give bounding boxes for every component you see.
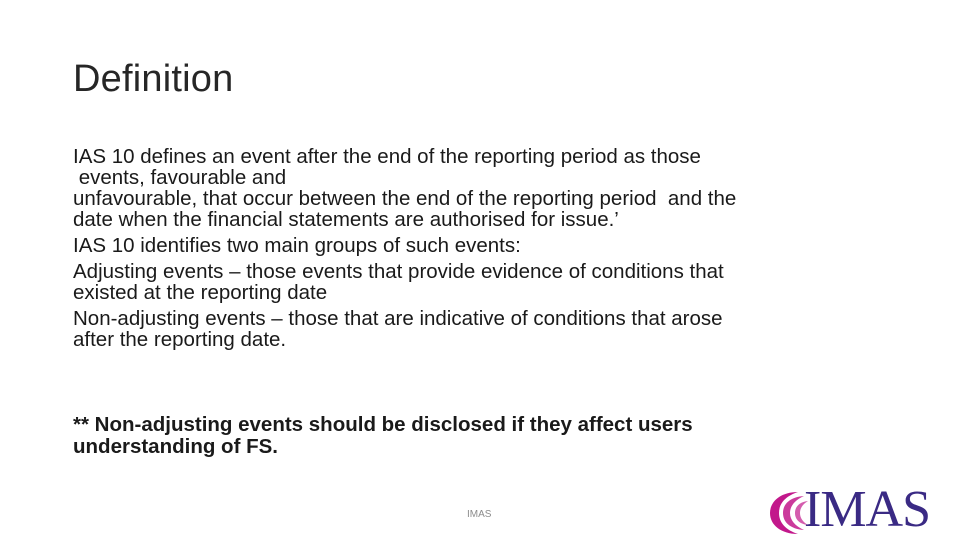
body-text (73, 146, 883, 350)
body-line: Non-adjusting events – those that are indicative of conditions that arose (73, 307, 723, 330)
body-line: Adjusting events – those events that provide evidence of conditions that (73, 260, 724, 283)
disclosure-note (73, 414, 833, 458)
paragraph-groups (73, 235, 883, 256)
imas-logo (768, 481, 956, 538)
note-line: ** Non-adjusting events should be disclosed if they affect users (73, 413, 693, 436)
body-line: unfavourable, that occur between the end of the reporting period and the (73, 187, 737, 210)
note-line: understanding of FS. (73, 435, 278, 458)
paragraph-non-adjusting (73, 308, 883, 350)
body-line: after the reporting date. (73, 328, 287, 351)
logo-text: IMAS (804, 481, 931, 538)
slide-title: Definition (73, 58, 234, 100)
footer-text: IMAS (467, 509, 492, 520)
body-line: existed at the reporting date (73, 281, 328, 304)
paragraph-adjusting (73, 261, 883, 303)
body-line: events, favourable and (73, 166, 287, 189)
body-line: IAS 10 identifies two main groups of such events: (73, 234, 521, 257)
body-line: IAS 10 defines an event after the end of the reporting period as those (73, 145, 701, 168)
body-line: date when the financial statements are authorised for issue.’ (73, 208, 619, 231)
paragraph-definition (73, 146, 883, 230)
